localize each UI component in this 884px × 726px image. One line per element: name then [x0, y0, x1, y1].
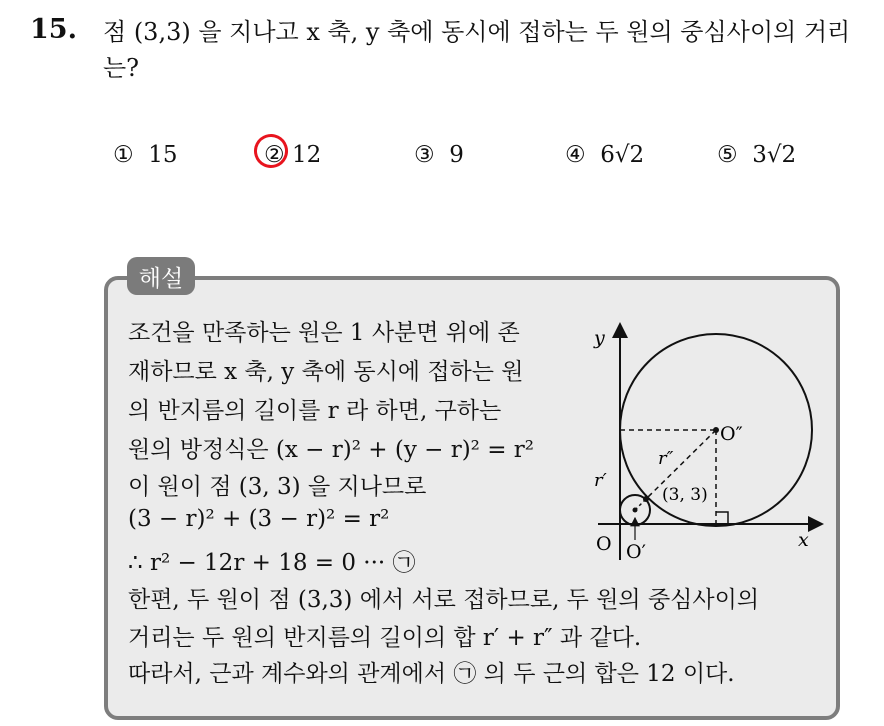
tangent-point	[643, 496, 649, 502]
choice-4[interactable]	[565, 142, 644, 168]
choice-3-marker: ③	[414, 142, 435, 168]
small-center-point	[633, 508, 638, 513]
small-radius-label: r′	[594, 470, 607, 491]
large-center-label: O″	[720, 423, 743, 445]
solution-line-10: 따라서, 근과 계수와의 관계에서 ㉠ 의 두 근의 합은 12 이다.	[128, 661, 735, 687]
choice-5-marker: ⑤	[717, 142, 738, 168]
choice-2-marker: ②	[264, 142, 285, 168]
solution-tab: 해설	[127, 257, 195, 295]
x-axis-label: x	[798, 529, 809, 551]
right-angle-mark	[716, 512, 728, 524]
choice-1-marker: ①	[113, 142, 134, 168]
solution-line-3: 의 반지름의 길이를 r 라 하면, 구하는	[128, 398, 502, 424]
small-center-label: O′	[626, 541, 646, 563]
solution-line-7: ∴ r² − 12r + 18 = 0 ··· ㉠	[128, 550, 416, 576]
choice-1[interactable]	[113, 142, 178, 168]
solution-line-1: 조건을 만족하는 원은 1 사분면 위에 존	[128, 320, 520, 346]
solution-line-6: (3 − r)² + (3 − r)² = r²	[128, 506, 390, 532]
choice-5-value: 3√2	[752, 142, 797, 168]
solution-line-2: 재하므로 x 축, y 축에 동시에 접하는 원	[128, 359, 524, 385]
solution-line-8: 한편, 두 원이 점 (3,3) 에서 서로 접하므로, 두 원의 중심사이의	[128, 587, 760, 613]
choice-4-marker: ④	[565, 142, 586, 168]
question-text: 점 (3,3) 을 지나고 x 축, y 축에 동시에 접하는 두 원의 중심사이의 거리는?	[103, 18, 851, 82]
solution-line-9: 거리는 두 원의 반지름의 길이의 합 r′ + r″ 과 같다.	[128, 625, 642, 651]
choice-3-value: 9	[449, 142, 464, 168]
y-axis-label: y	[594, 327, 605, 349]
large-center-point	[713, 427, 719, 433]
large-radius-label: r″	[658, 448, 674, 469]
geometry-figure	[580, 318, 830, 568]
choice-1-value: 15	[148, 142, 178, 168]
solution-line-4: 원의 방정식은 (x − r)² + (y − r)² = r²	[128, 437, 535, 463]
solution-line-5: 이 원이 점 (3, 3) 을 지나므로	[128, 474, 427, 500]
choice-5[interactable]	[717, 142, 796, 168]
choice-4-value: 6√2	[600, 142, 645, 168]
origin-label: O	[596, 533, 612, 555]
point-label: (3, 3)	[662, 485, 708, 505]
question-number: 15.	[30, 14, 77, 45]
choice-2-value: 12	[291, 142, 322, 168]
choice-3[interactable]	[414, 142, 464, 168]
